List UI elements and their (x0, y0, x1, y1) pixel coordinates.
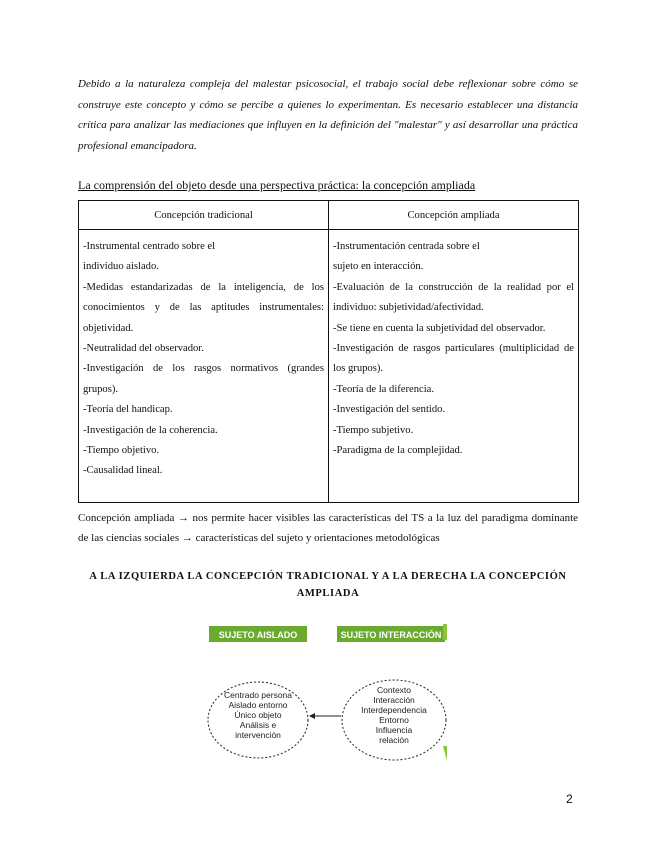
list-item: -Instrumental centrado sobre el (83, 241, 216, 252)
list-item: -Investigación de los rasgos normativos (grandes grupos). (83, 363, 324, 395)
ellipse-left-line: Único objeto (234, 710, 282, 720)
arrow-icon: → (177, 512, 189, 524)
page-number: 2 (566, 792, 573, 806)
accent-bar-top (443, 624, 447, 640)
list-item: -Teoría del handicap. (83, 404, 173, 416)
list-item: -Investigación del sentido. (333, 404, 446, 416)
list-item: individuo aislado. (83, 261, 159, 273)
label-sujeto-interaccion-text: SUJETO INTERACCIÓN (340, 630, 442, 640)
header-traditional: Concepción tradicional (79, 201, 329, 230)
expanded-conception-paragraph (78, 508, 578, 548)
ellipse-right-line: relación (379, 735, 409, 745)
section-heading: A LA IZQUIERDA LA CONCEPCIÓN TRADICIONAL Y A LA DERECHA LA CONCEPCIÓN AMPLIADA (89, 571, 567, 599)
table-title: La comprensión del objeto desde una perspectiva práctica: la concepción ampliada (78, 178, 476, 192)
table-row (79, 230, 579, 503)
list-item: -Investigación de rasgos particulares (multiplicidad de los grupos). (333, 343, 574, 375)
ellipse-right-line: Interdependencia (361, 705, 427, 715)
ellipse-left-line: Centrado persona (223, 690, 293, 700)
concept-diagram (195, 620, 460, 765)
ellipse-right-line: Influencia (375, 725, 413, 735)
list-item: -Teoría de la diferencia. (333, 383, 435, 395)
list-item: -Causalidad lineal. (83, 465, 163, 477)
ellipse-right-line: Contexto (376, 685, 412, 695)
list-item: -Medidas estandarizadas de la inteligencia, de los conocimientos y de las aptitudes instrumentales: objetividad. (83, 281, 324, 334)
after-text-part2: nos permite hacer visibles las características del TS a la luz del paradigma dominante de las ciencias sociales (78, 512, 579, 544)
ellipse-left-line: Análisis e (239, 720, 277, 730)
after-text-part1: Concepción ampliada (78, 512, 175, 524)
ellipse-right-line: Interacción (373, 695, 415, 705)
list-item: -Investigación de la coherencia. (83, 424, 218, 436)
list-item: -Neutralidad del observador. (83, 343, 204, 355)
list-item: -Evaluación de la construcción de la realidad por el individuo: subjetividad/afectividad. (333, 281, 574, 314)
label-sujeto-aislado-text: SUJETO AISLADO (218, 630, 298, 640)
intro-paragraph: Debido a la naturaleza compleja del malestar psicosocial, el trabajo social debe reflexionar sobre cómo se construye este concepto y cómo se percibe a quienes lo experimentan. Es necesario establecer una distancia crítica para analizar las mediaciones que influyen en la definición del "malestar" y así desarrollar una práctica profesional emancipadora. (78, 78, 578, 152)
expanded-cell (329, 230, 579, 503)
list-item: -Paradigma de la complejidad. (333, 445, 463, 457)
ellipse-right-line: Entorno (379, 715, 409, 725)
arrow-head-icon (309, 713, 315, 719)
list-item: sujeto en interacción. (333, 261, 424, 273)
list-item: -Tiempo objetivo. (83, 445, 160, 457)
after-text-part3: características del sujeto y orientaciones metodológicas (195, 532, 440, 544)
table-header-row (79, 201, 579, 230)
header-expanded: Concepción ampliada (329, 201, 579, 230)
accent-triangle (443, 746, 447, 761)
ellipse-left-line: intervención (235, 730, 281, 740)
list-item: -Instrumentación centrada sobre el (333, 241, 480, 252)
list-item: -Tiempo subjetivo. (333, 424, 414, 436)
ellipse-left-line: Aislado entorno (228, 700, 288, 710)
comparison-table (78, 200, 579, 503)
traditional-cell (79, 230, 329, 503)
list-item: -Se tiene en cuenta la subjetividad del observador. (333, 322, 546, 334)
arrow-icon: → (181, 532, 193, 544)
